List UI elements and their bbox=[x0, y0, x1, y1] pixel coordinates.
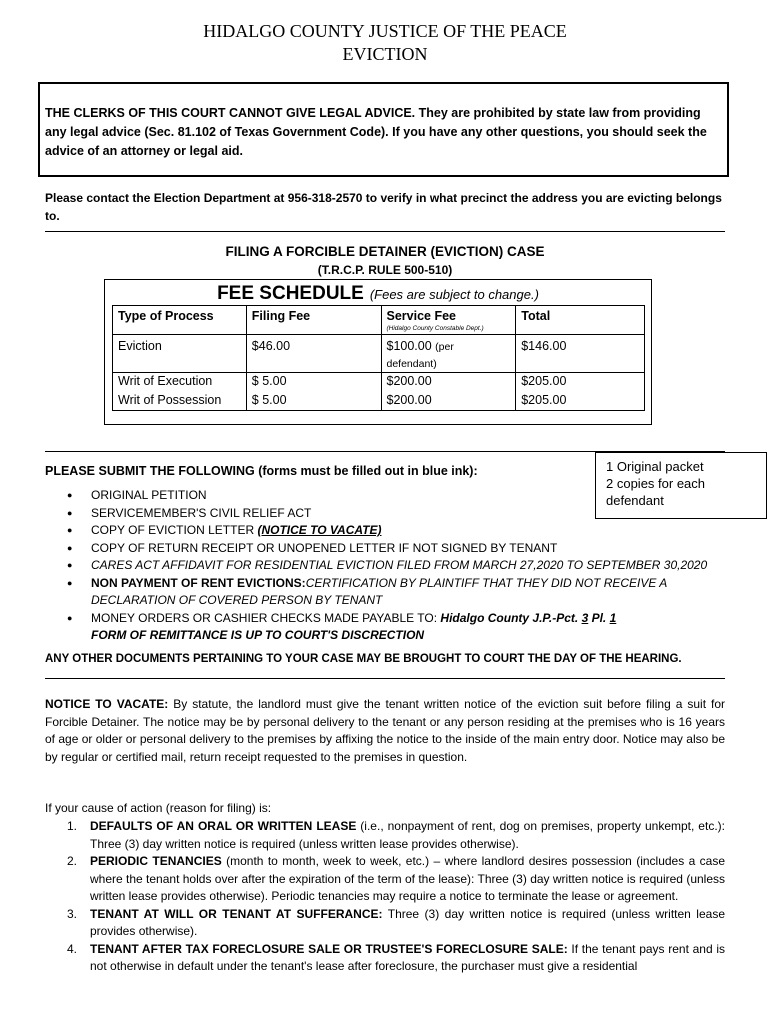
table-row bbox=[113, 335, 645, 373]
payee-place: 1 bbox=[609, 610, 617, 625]
cause-intro: If your cause of action (reason for filing) is: bbox=[45, 801, 272, 815]
requirements-list bbox=[45, 487, 735, 645]
payee-place-label: Pl. bbox=[588, 610, 610, 625]
list-item bbox=[45, 522, 735, 540]
notice-to-vacate-text: By statute, the landlord must give the tenant written notice of the eviction suit before filing a suit for Forcible Detainer. The notice may be by personal delivery to the tenant or any person residing at the premises who is 16 years of age or older or personal delivery to the premises by affixing the notice to the inside of the main entry door. Notice may also be by regular or certified mail, return receipt requested to the premises in question. bbox=[45, 697, 726, 764]
table-header-row bbox=[113, 306, 645, 335]
divider bbox=[45, 231, 725, 232]
col-header-total: Total bbox=[516, 306, 645, 335]
causes-list bbox=[45, 818, 725, 976]
service-amount: $100.00 bbox=[386, 339, 432, 353]
document-subtitle: EVICTION bbox=[342, 44, 428, 64]
non-payment-label: NON PAYMENT OF RENT EVICTIONS: bbox=[91, 575, 306, 590]
cell-service: $200.00 bbox=[381, 392, 516, 411]
packet-note-line: 2 copies for each bbox=[606, 476, 706, 491]
submit-heading: PLEASE SUBMIT THE FOLLOWING (forms must be filled out in blue ink): bbox=[45, 464, 478, 478]
cause-label: TENANT AFTER TAX FORECLOSURE SALE OR TRUSTEE'S FORECLOSURE SALE: bbox=[90, 941, 568, 956]
packet-note-line: 1 Original packet bbox=[606, 459, 704, 474]
cell-total: $205.00 bbox=[516, 373, 645, 392]
list-item bbox=[45, 818, 725, 853]
cause-label: PERIODIC TENANCIES bbox=[90, 854, 222, 868]
list-number: 4. bbox=[67, 941, 78, 956]
list-item: ● ORIGINAL PETITION bbox=[45, 487, 735, 505]
fee-table bbox=[112, 305, 645, 411]
list-item: ● SERVICEMEMBER'S CIVIL RELIEF ACT bbox=[45, 505, 735, 523]
list-number: 1. bbox=[67, 819, 78, 833]
money-orders-text: MONEY ORDERS OR CASHIER CHECKS MADE PAYABLE TO: bbox=[91, 610, 441, 625]
legal-advice-notice: THE CLERKS OF THIS COURT CANNOT GIVE LEGAL ADVICE. They are prohibited by state law from providing any legal advice (Sec. 81.102 of Texas Government Code). If you have any other questions, you should seek the advice of an attorney or legal aid. bbox=[45, 106, 707, 158]
list-item bbox=[45, 610, 735, 645]
table-row bbox=[113, 373, 645, 392]
list-item bbox=[45, 853, 725, 906]
cell-filing: $ 5.00 bbox=[246, 392, 381, 411]
list-item bbox=[45, 941, 725, 976]
notice-to-vacate-label: NOTICE TO VACATE: bbox=[45, 697, 169, 711]
packet-note-line: defendant bbox=[606, 493, 664, 508]
cell-total: $205.00 bbox=[516, 392, 645, 411]
service-fee-label: Service Fee bbox=[386, 309, 456, 323]
list-number: 3. bbox=[67, 906, 78, 921]
service-extra: (per bbox=[435, 341, 454, 353]
document-title: HIDALGO COUNTY JUSTICE OF THE PEACE bbox=[203, 21, 567, 41]
list-item: ● CARES ACT AFFIDAVIT FOR RESIDENTIAL EVICTION FILED FROM MARCH 27,2020 TO SEPTEMBER 30,2020 bbox=[45, 557, 735, 575]
cell-filing: $46.00 bbox=[246, 335, 381, 373]
cell-type: Writ of Execution bbox=[113, 373, 247, 392]
fee-schedule-title bbox=[104, 283, 652, 305]
election-contact-notice: Please contact the Election Department at 956-318-2570 to verify in what precinct the address you are evicting belongs to. bbox=[45, 191, 722, 223]
cell-service bbox=[381, 335, 516, 373]
col-header-service bbox=[381, 306, 516, 335]
filing-rule: (T.R.C.P. RULE 500-510) bbox=[317, 263, 453, 277]
eviction-letter-text: COPY OF EVICTION LETTER bbox=[91, 523, 258, 537]
remittance-note: FORM OF REMITTANCE IS UP TO COURT'S DISCRECTION bbox=[91, 628, 425, 642]
cell-type: Writ of Possession bbox=[113, 392, 247, 411]
fee-schedule-note: (Fees are subject to change.) bbox=[369, 287, 539, 302]
cell-type: Eviction bbox=[113, 335, 247, 373]
non-payment-text: CERTIFICATION BY PLAINTIFF THAT THEY DID NOT RECEIVE A DECLARATION OF COVERED PERSON BY TENANT bbox=[91, 575, 667, 607]
table-row bbox=[113, 392, 645, 411]
filing-heading: FILING A FORCIBLE DETAINER (EVICTION) CASE bbox=[225, 244, 545, 259]
cause-text: (i.e., nonpayment of rent, dog on premises, property unkempt, etc.): Three (3) day written notice is required (unless written lease provides otherwise). bbox=[90, 819, 725, 851]
list-item: ● COPY OF RETURN RECEIPT OR UNOPENED LETTER IF NOT SIGNED BY TENANT bbox=[45, 540, 735, 558]
notice-to-vacate-ref: (NOTICE TO VACATE) bbox=[257, 523, 382, 537]
notice-to-vacate-paragraph bbox=[45, 696, 725, 766]
list-number: 2. bbox=[67, 854, 78, 868]
payee-name: Hidalgo County J.P.-Pct. bbox=[440, 610, 582, 625]
service-extra: defendant) bbox=[386, 358, 437, 370]
list-item bbox=[45, 906, 725, 941]
cause-text: If the tenant pays rent and is not otherwise in default under the tenant's lease after foreclosure, the purchaser must give a residential bbox=[90, 941, 725, 973]
payee-precinct: 3 bbox=[581, 610, 589, 625]
cell-service: $200.00 bbox=[381, 373, 516, 392]
fee-schedule-heading: FEE SCHEDULE bbox=[217, 283, 364, 304]
cell-total: $146.00 bbox=[516, 335, 645, 373]
cause-label: TENANT AT WILL OR TENANT AT SUFFERANCE: bbox=[90, 906, 383, 921]
divider bbox=[45, 678, 725, 679]
cause-label: DEFAULTS OF AN ORAL OR WRITTEN LEASE bbox=[90, 819, 357, 833]
list-item bbox=[45, 575, 735, 610]
service-fee-note: (Hidalgo County Constable Dept.) bbox=[386, 325, 484, 332]
col-header-type: Type of Process bbox=[113, 306, 247, 335]
col-header-filing: Filing Fee bbox=[246, 306, 381, 335]
cell-filing: $ 5.00 bbox=[246, 373, 381, 392]
cause-text: (month to month, week to week, etc.) – where landlord desires possession (includes a case where the tenant holds over after the expiration of the term of the lease): Three (3) day written notice is required (unless written lease provides otherwise). Periodic tenancies may require a notice to terminate the lease or agreement. bbox=[90, 854, 725, 903]
other-documents-notice: ANY OTHER DOCUMENTS PERTAINING TO YOUR CASE MAY BE BROUGHT TO COURT THE DAY OF THE HEARING. bbox=[45, 653, 682, 665]
cause-text: Three (3) day written notice is required (unless written lease provides otherwise). bbox=[90, 906, 725, 938]
